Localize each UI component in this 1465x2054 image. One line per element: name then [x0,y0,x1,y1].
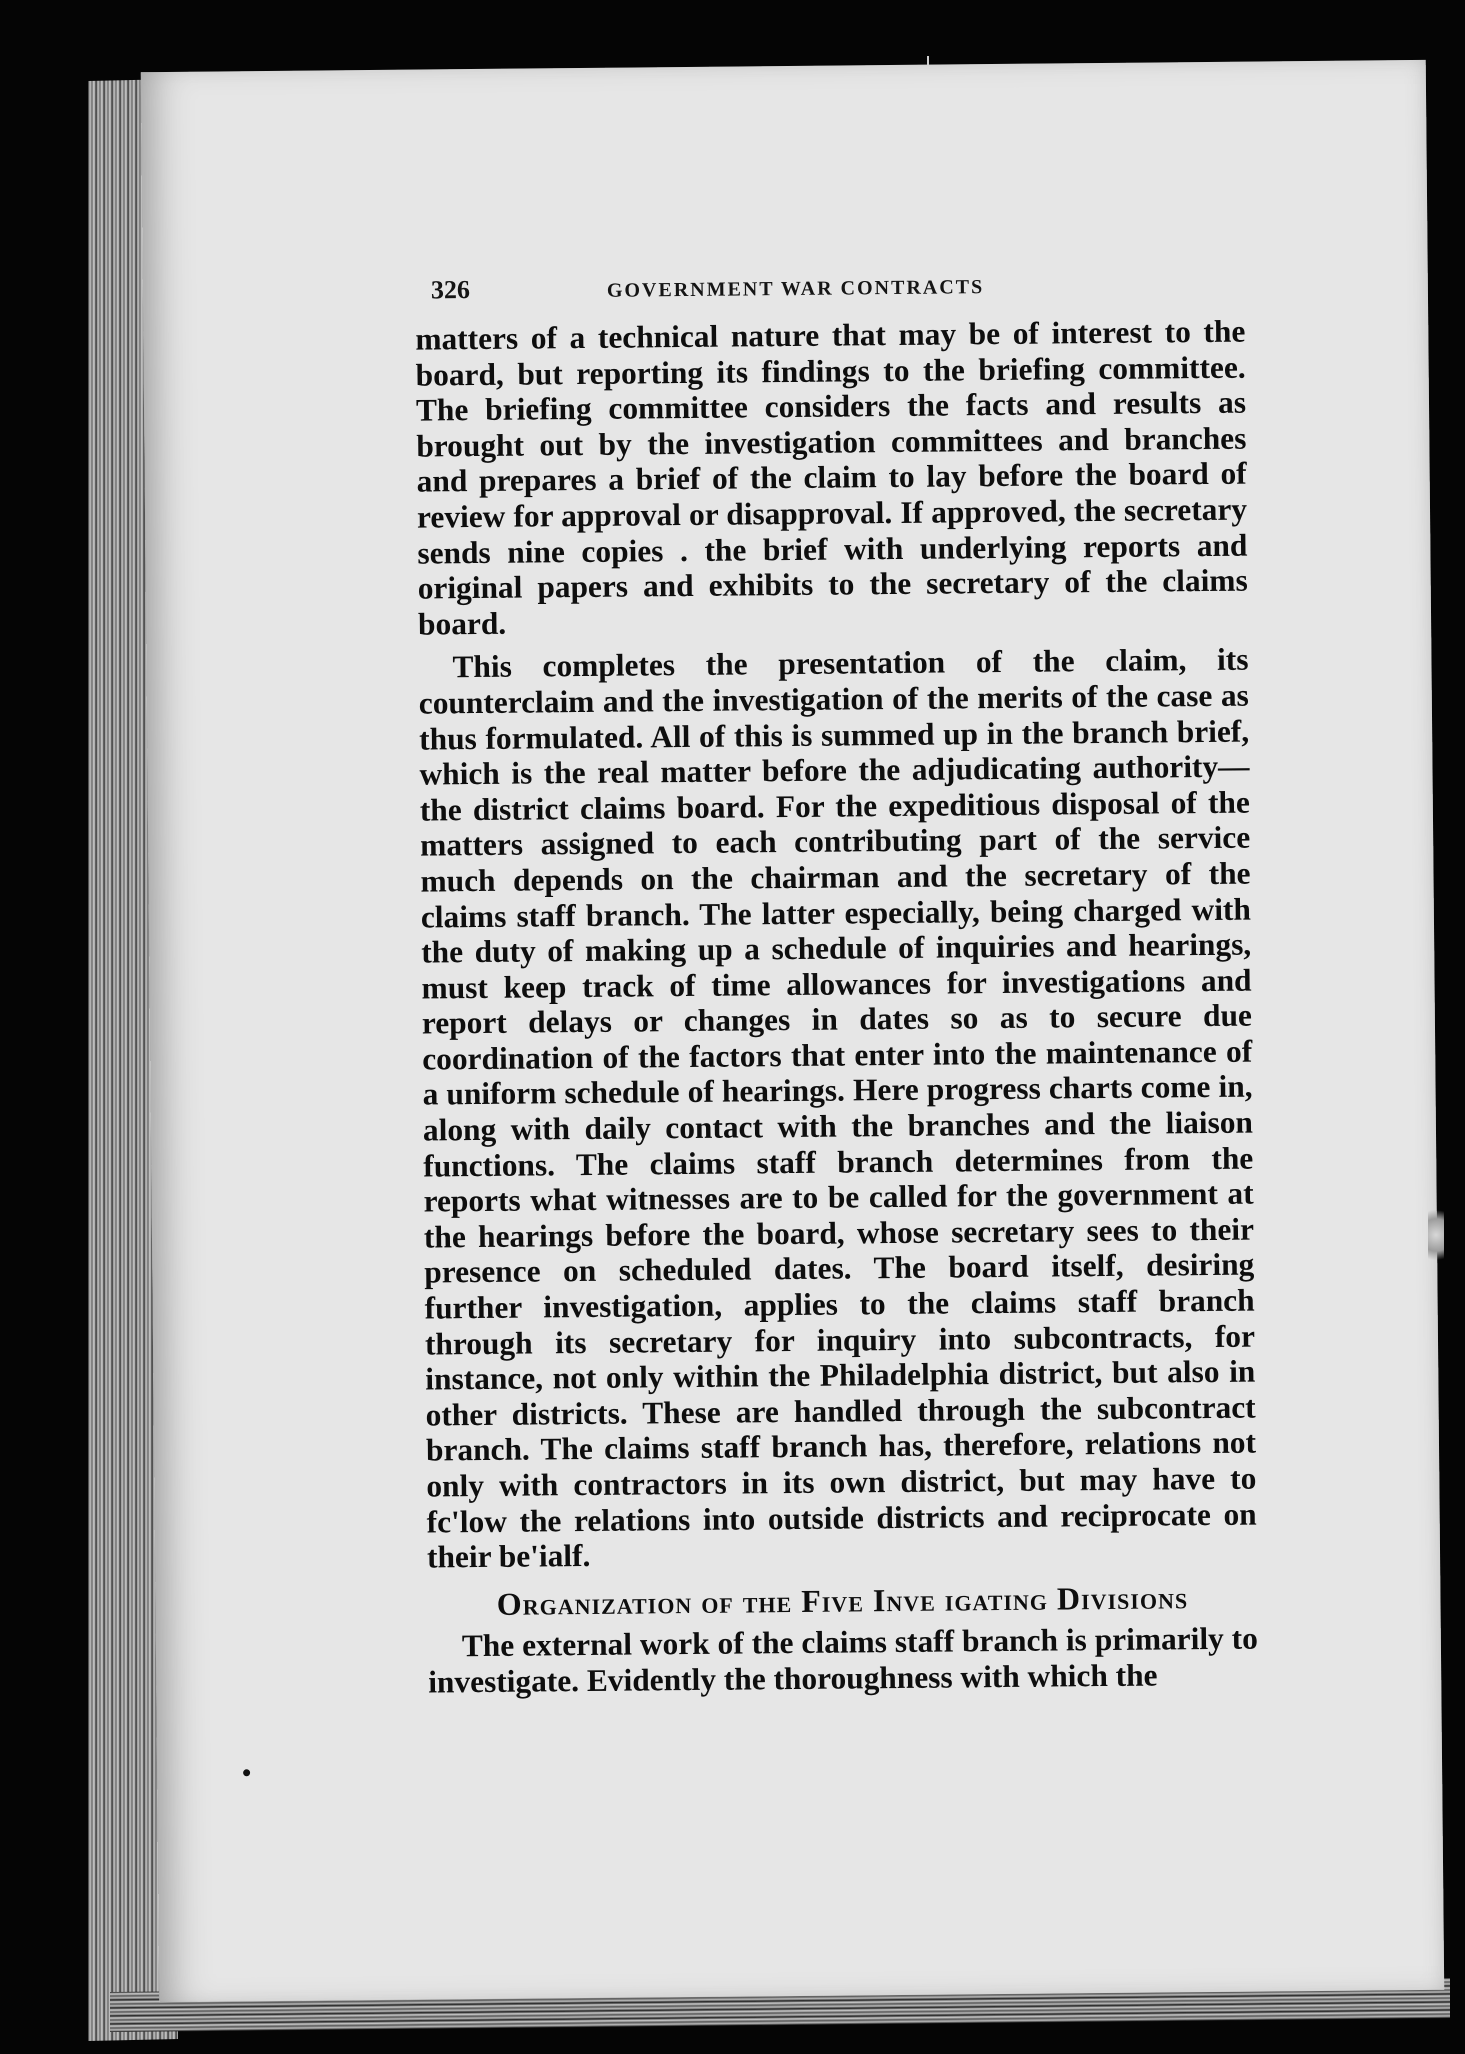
page-header [431,268,1191,315]
paragraph: matters of a technical nature that may be of interest to the board, but reporting its findings to the briefing committee. The briefing committee considers the facts and results as brought out by the investigation committees and branches and prepares a brief of the claim to lay before the board of review for approval or disapproval. If approved, the secretary sends nine copies . the brief with underlying reports and original papers and exhibits to the secretary of the claims board. [415,313,1248,642]
page-body [415,314,1258,1700]
scan-speck [243,1769,250,1776]
running-head: GOVERNMENT WAR CONTRACTS [606,276,985,302]
page-edge-fleck [1428,1200,1444,1270]
paragraph: The external work of the claims staff branch is primarily to investigate. Evidently the thoroughness with which the [428,1620,1259,1700]
paragraph: This completes the presentation of the claim, its counterclaim and the investigation of the merits of the case as thus formulated. All of this is summed up in the branch brief, which is the real matter before the adjudicating authority—the district claims board. For the expeditious disposal of the matters assigned to each contributing part of the service much depends on the chairman and the secretary of the claims staff branch. The latter especially, being charged with the duty of making up a schedule of inquiries and hearings, must keep track of time allowances for investigations and report delays or changes in dates so as to secure due coordination of the factors that enter into the maintenance of a uniform schedule of hearings. Here progress charts come in, along with daily contact with the branches and the liaison functions. The claims staff branch determines from the reports what witnesses are to be called for the government at the hearings before the board, whose secretary sees to their presence on scheduled dates. The board itself, desiring further investigation, applies to the claims staff branch through its secretary for inquiry into subcontracts, for instance, not only within the Philadelphia district, but also in other districts. These are handled through the subcontract branch. The claims staff branch has, therefore, relations not only with contractors in its own district, but may have to fc'low the relations into outside districts and reciprocate on their be'ialf. [418,641,1257,1575]
page-number: 326 [430,275,471,305]
section-heading: Organization of the Five Inve igating Divisions [496,1579,1189,1622]
book-page [141,60,1444,2002]
